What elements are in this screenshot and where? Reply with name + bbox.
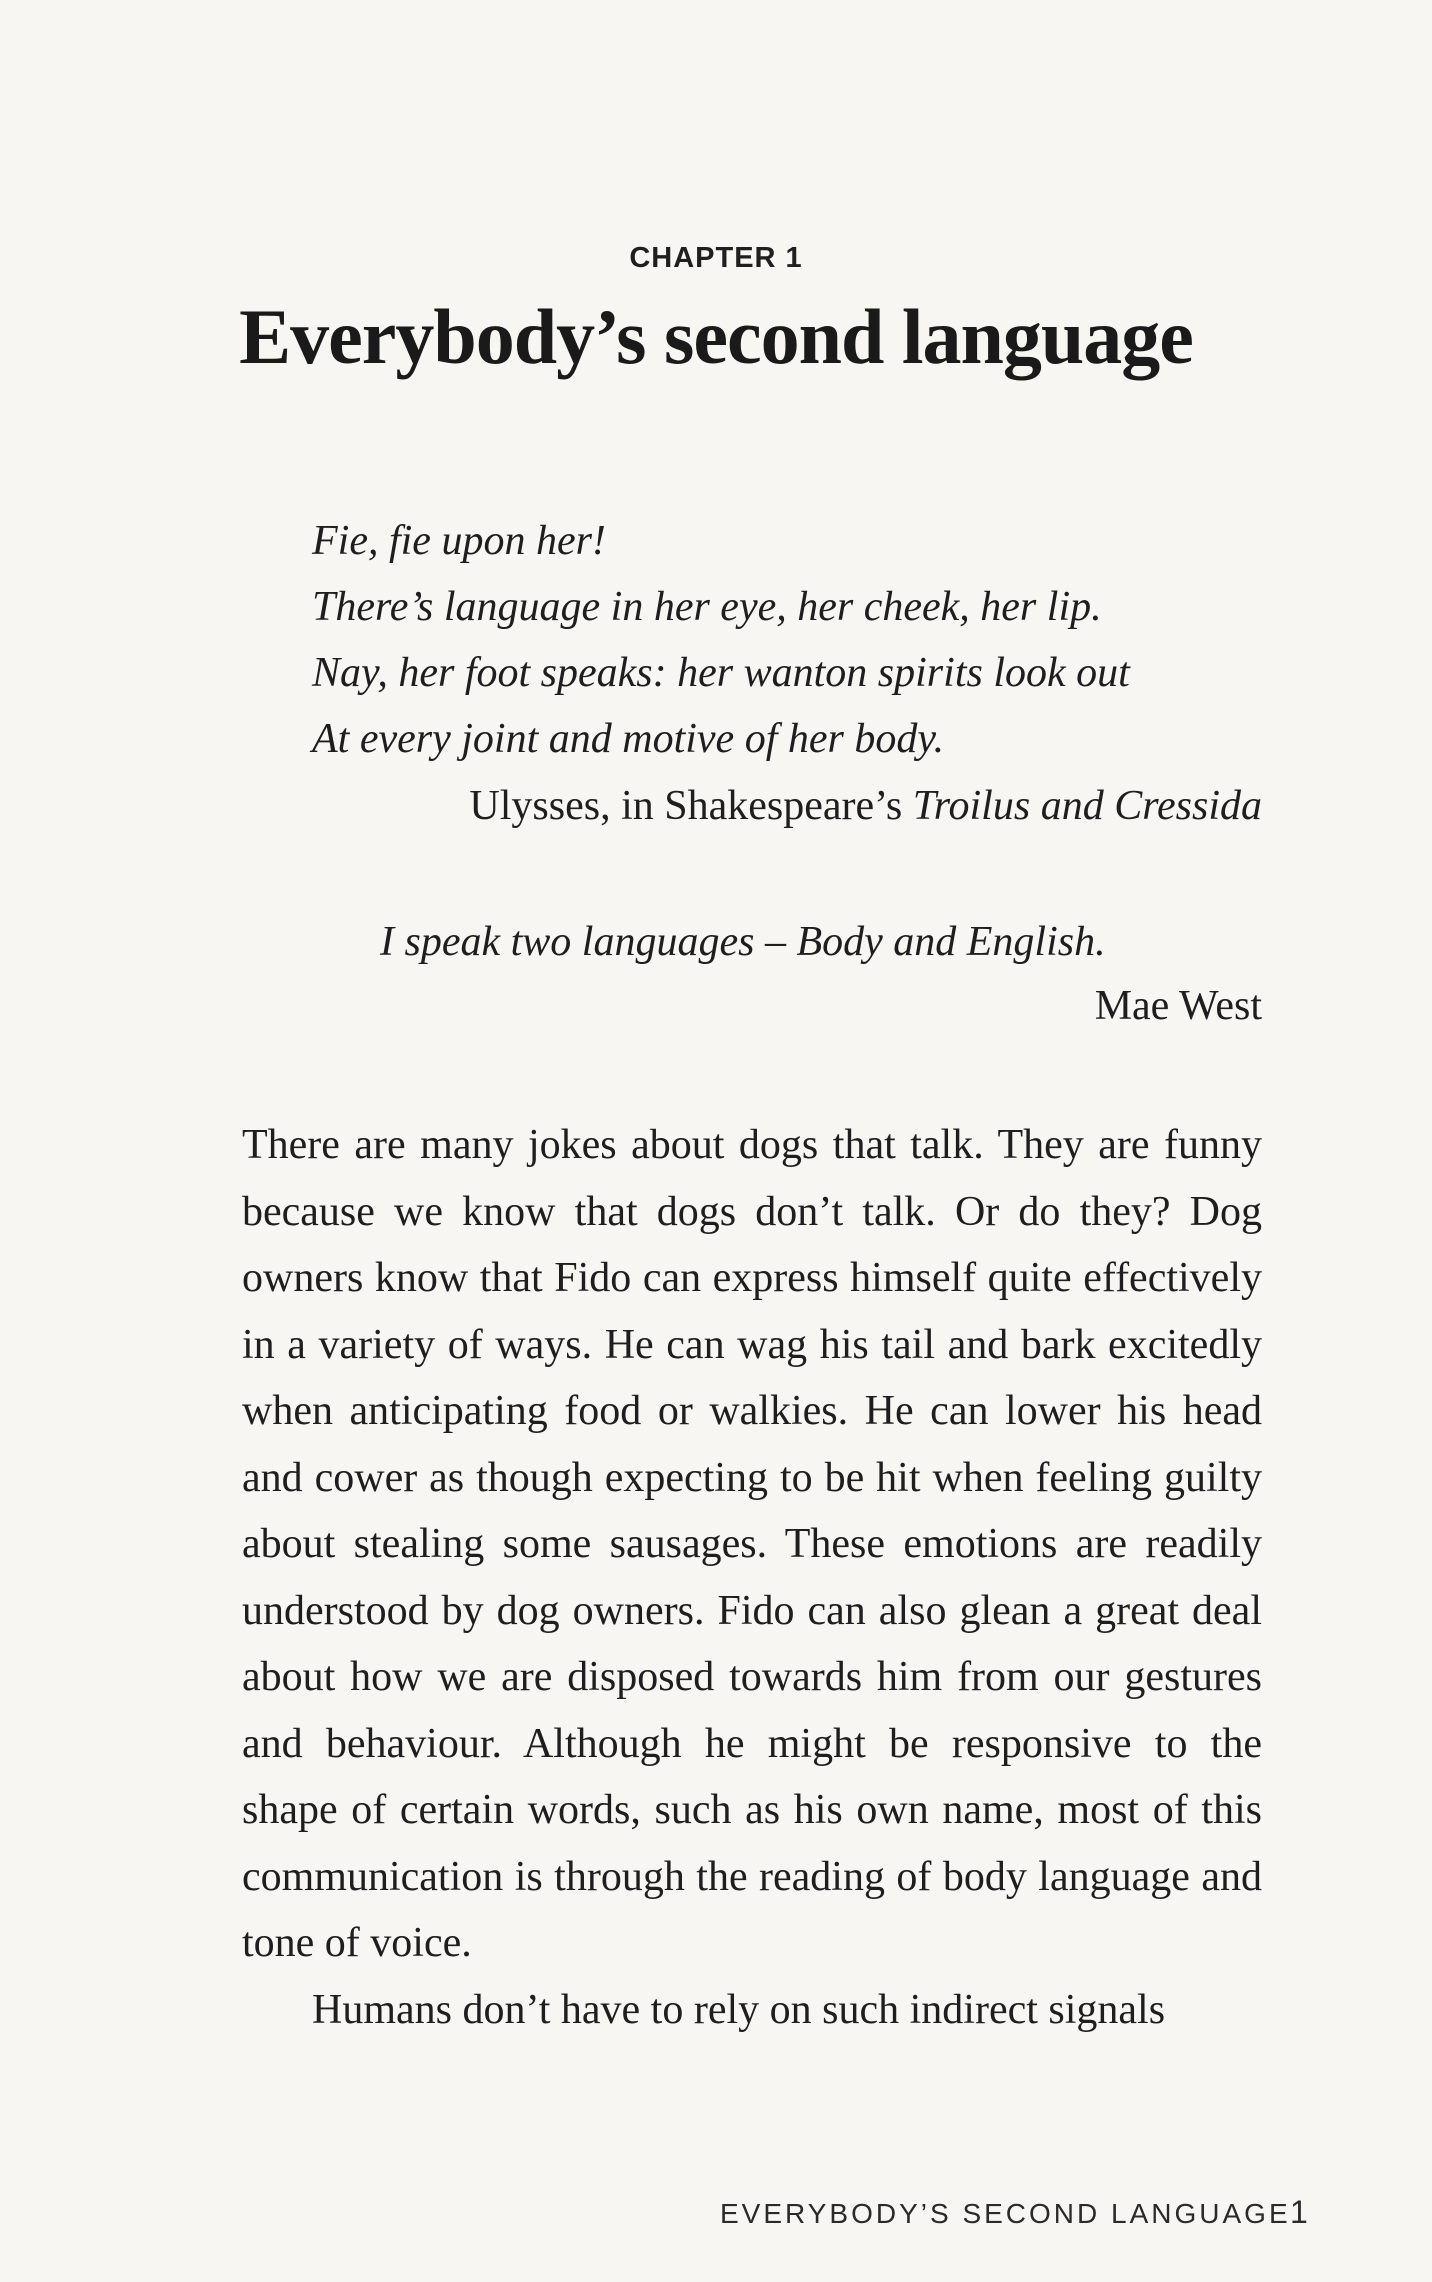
chapter-title: Everybody’s second language	[239, 293, 1193, 380]
body-text	[242, 1112, 1262, 2043]
page-number: 1	[1290, 2194, 1308, 2230]
epigraph-shakespeare	[312, 508, 1262, 772]
epigraph-line: Fie, fie upon her!	[312, 518, 606, 564]
epigraph-mae-west: I speak two languages – Body and English.	[380, 919, 1106, 965]
attribution-text: Ulysses, in Shakespeare’s	[469, 783, 913, 829]
epigraph-line: At every joint and motive of her body.	[312, 716, 945, 762]
attribution-work-title: Troilus and Cressida	[912, 783, 1262, 829]
paragraph: Humans don’t have to rely on such indirect signals	[312, 1986, 1166, 2033]
epigraph-attribution-shakespeare	[469, 782, 1262, 830]
paragraph: There are many jokes about dogs that talk. They are funny because we know that dogs don’t talk. Or do they? Dog owners know that Fido can express himself quite effectively in a variety of ways. He can wag his tail and bark excitedly when anticipating food or walkies. He can lower his head and cower as though expecting to be hit when feeling guilty about stealing some sausages. These emotions are readily understood by dog owners. Fido can also glean a great deal about how we are disposed towards him from our gestures and behaviour. Although he might be responsive to the shape of certain words, such as his own name, most of this communication is through the reading of body language and tone of voice.	[242, 1122, 1262, 1966]
epigraph-line: Nay, her foot speaks: her wanton spirits look out	[312, 650, 1130, 696]
running-footer: EVERYBODY’S SECOND LANGUAGE	[720, 2198, 1291, 2229]
epigraph-attribution-mae-west: Mae West	[1094, 983, 1262, 1029]
chapter-label: CHAPTER 1	[629, 242, 803, 274]
epigraph-line: There’s language in her eye, her cheek, her lip.	[312, 584, 1102, 630]
